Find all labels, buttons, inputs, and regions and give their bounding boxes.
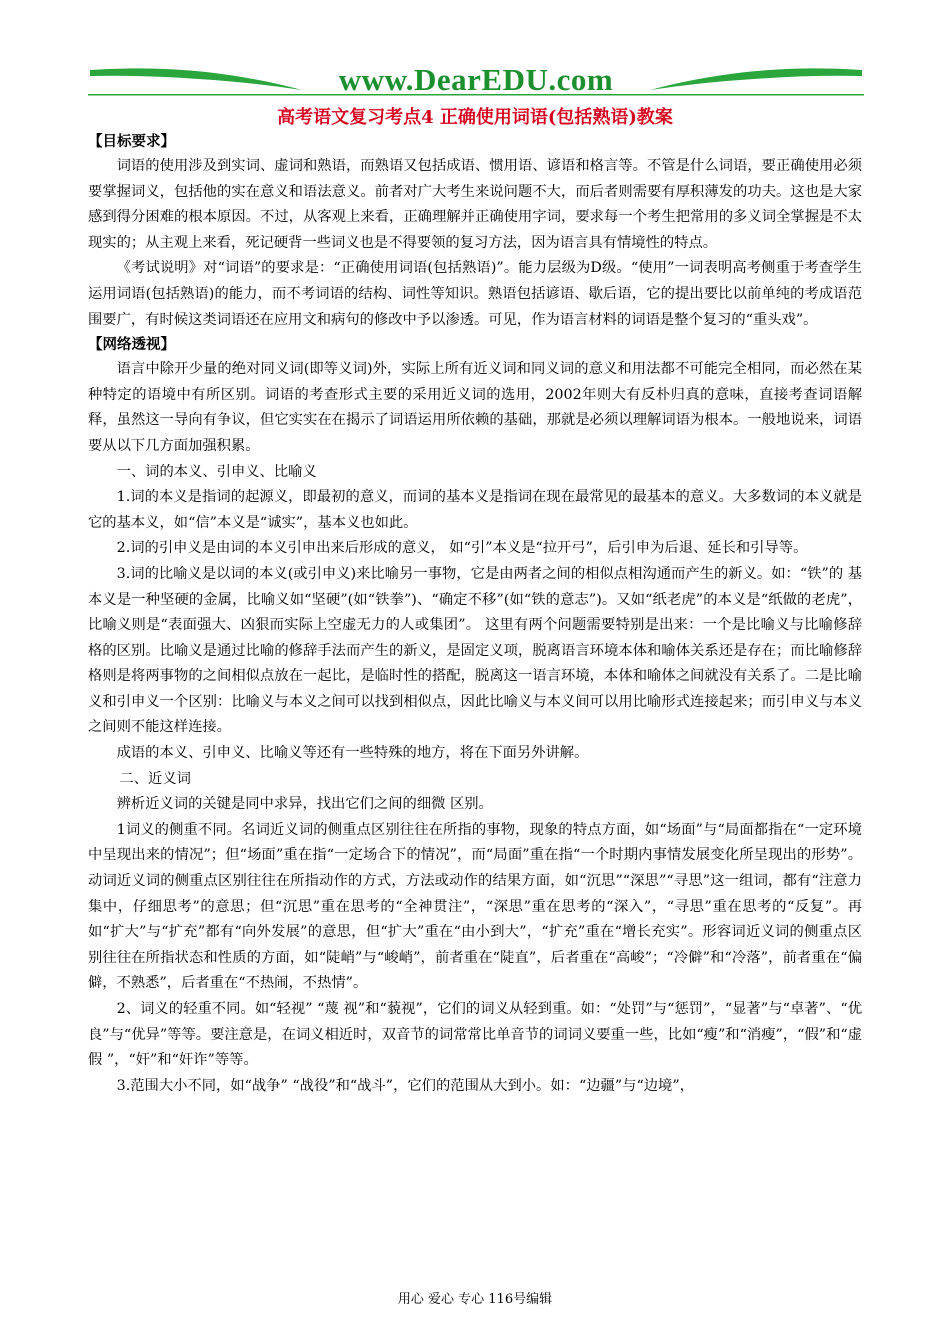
- paragraph: 1词义的侧重不同。名词近义词的侧重点区别往往在所指的事物，现象的特点方面，如“场面”与“局面都指在“一定环境中呈现出来的情况”；但“场面”重在指“一定场合下的情况”，而“局面”重在指“一个时期内事情发展变化所呈现出的形势”。动词近义词的侧重点区别往往在所指动作的方式，方法或动作的结果方面，如“沉思”“深思”“寻思”这一组词，都有“注意力集中，仔细思考”的意思；但“沉思”重在思考的“全神贯注”，“深思”重在思考的“深入”，“寻思”重在思考的“反复”。再如“扩大”与“扩充”都有“向外发展”的意思，但“扩大”重在“由小到大”，“扩充”重在“增长充实”。形容词近义词的侧重点区别往往在所指状态和性质的方面，如“陡峭”与“峻峭”，前者重在“陡直”，后者重在“高峻”；“冷僻”和“冷落”，前者重在“偏僻，不熟悉”，后者重在“不热闹，不热情”。: [88, 821, 862, 992]
- paragraph: 词语的使用涉及到实词、虚词和熟语，而熟语又包括成语、惯用语、谚语和格言等。不管是什么词语，要正确使用必须要掌握词义，包括他的实在意义和语法意义。前者对广大考生来说问题不大，而后者则需要有厚积薄发的功夫。这也是大家感到得分困难的根本原因。不过，从客观上来看，正确理解并正确使用字词，要求每一个考生把常用的多义词全掌握是不太现实的；从主观上来看，死记硬背一些词义也是不得要领的复习方法，因为语言具有情境性的特点。: [88, 158, 862, 251]
- paragraph: 《考试说明》对“词语”的要求是：“正确使用词语(包括熟语)”。能力层级为D级。“使用”一词表明高考侧重于考查学生运用词语(包括熟语)的能力，而不考词语的结构、词性等知识。熟语包括谚语、歇后语，它的提出要比以前单纯的考成语范围要广，有时候这类词语还在应用文和病句的修改中予以渗透。可见，作为语言材料的词语是整个复习的“重头戏”。: [88, 260, 862, 328]
- section-heading-goals: 【目标要求】: [88, 133, 175, 150]
- paragraph: 1.词的本义是指词的起源义，即最初的意义，而词的基本义是指词在现在最常见的最基本的意义。大多数词的本义就是它的基本义，如“信”本义是“诚实”，基本义也如此。: [88, 489, 862, 531]
- paragraph: 3.范围大小不同，如“战争” “战役”和“战斗”，它们的范围从大到小。如：“边疆”与“边境”，: [116, 1077, 694, 1094]
- paragraph: 语言中除开少量的绝对同义词(即等义词)外，实际上所有近义词和同义词的意义和用法都不可能完全相同，而必然在某种特定的语境中有所区别。词语的考查形式主要的采用近义词的选用，2002年则大有反朴归真的意味，直接考查词语解释，虽然这一导向有争议，但它实实在在揭示了词语运用所依赖的基础，那就是必须以理解词语为根本。一般地说来，词语要从以下几方面加强积累。: [88, 361, 862, 454]
- paragraph: 3.词的比喻义是以词的本义(或引申义)来比喻另一事物，它是由两者之间的相似点相沟通而产生的新义。如：“铁”的 基本义是一种坚硬的金属，比喻义如“坚硬”(如“铁拳”)、“确定不移”(如“铁的意志”)。又如“纸老虎”的本义是“纸做的老虎”，比喻义则是“表面强大、凶狠而实际上空虚无力的人或集团”。 这里有两个问题需要特别是出来：一个是比喻义与比喻修辞格的区别。比喻义是通过比喻的修辞手法而产生的新义，是固定义项，脱离语言环境本体和喻体关系还是存在；而比喻修辞格则是将两事物的之间相似点放在一起比，是临时性的搭配，脱离这一语言环境，本体和喻体之间就没有关系了。二是比喻义和引申义一个区别：比喻义与本义之间可以找到相似点，因此比喻义与本义间可以用比喻形式连接起来；而引申义与本义之间则不能这样连接。: [88, 565, 862, 736]
- site-name[interactable]: www.DearEDU.com: [338, 62, 614, 97]
- paragraph: 辨析近义词的关键是同中求异，找出它们之间的细微 区别。: [116, 796, 493, 813]
- subsection-title: 一、词的本义、引申义、比喻义: [116, 463, 317, 480]
- site-header: [88, 60, 864, 100]
- paragraph: 成语的本义、引申义、比喻义等还有一些特殊的地方，将在下面另外讲解。: [116, 745, 589, 762]
- document-body: [88, 130, 862, 1099]
- section-heading-network: 【网络透视】: [88, 336, 175, 354]
- page-footer: 用心 爱心 专心 116号编辑: [397, 1292, 553, 1307]
- paragraph: 2、词义的轻重不同。如“轻视” “蔑 视”和“藐视”，它们的词义从轻到重。如：“处罚”与“惩罚”，“显著”与“卓著”、“优良”与“优异”等等。要注意是，在词义相近时，双音节的词常常比单音节的词词义要重一些，比如“瘦”和“消瘦”，“假”和“虚假 ”，“奸”和“奸诈”等等。: [88, 1001, 862, 1069]
- document-title: 高考语文复习考点4 正确使用词语(包括熟语)教案: [277, 107, 673, 128]
- subsection-title: 二、近义词: [119, 770, 191, 787]
- paragraph: 2.词的引申义是由词的本义引申出来后形成的意义， 如“引”本义是“拉开弓”，后引申为后退、延长和引导等。: [116, 540, 808, 557]
